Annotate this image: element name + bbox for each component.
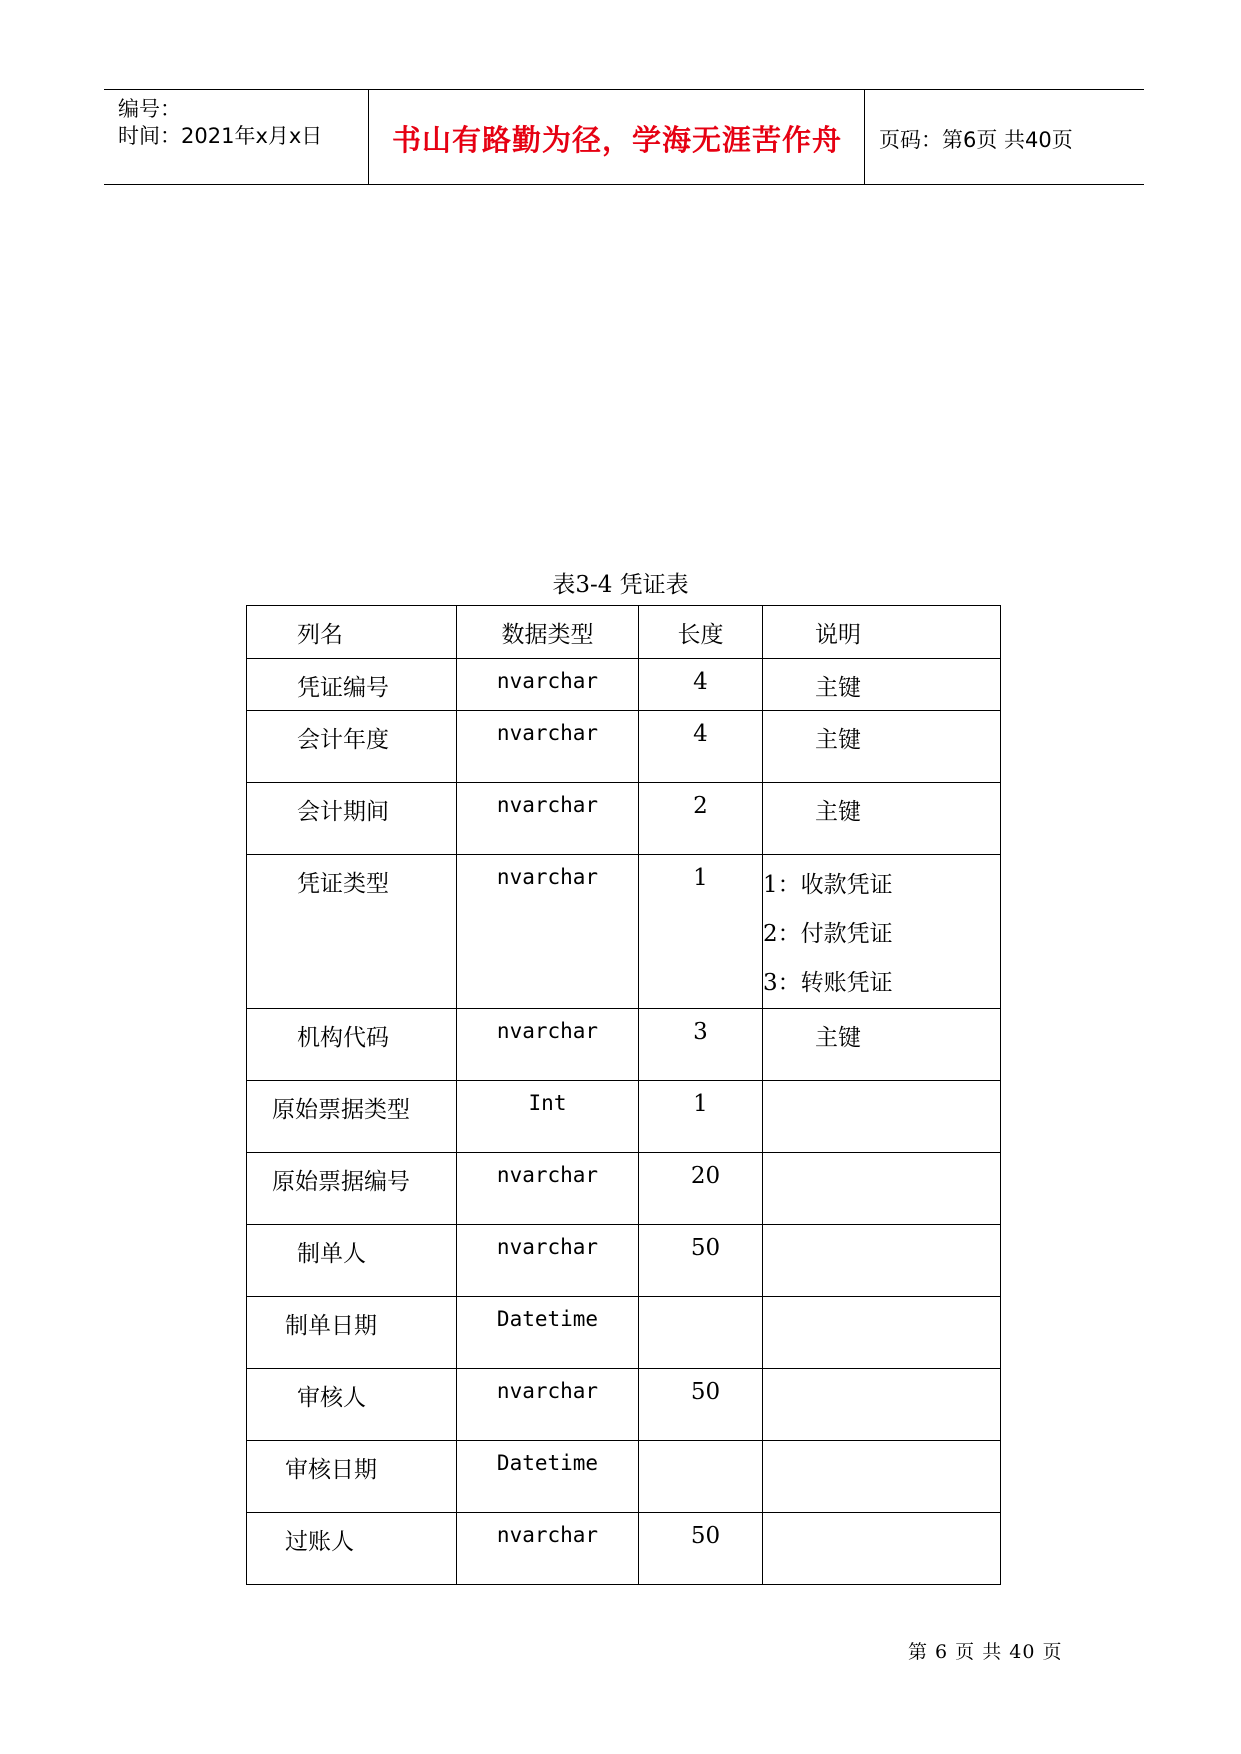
data-type-cell: nvarchar <box>457 659 639 711</box>
data-type-cell: nvarchar <box>457 783 639 855</box>
column-name-cell: 制单日期 <box>247 1297 457 1369</box>
data-type-cell: Datetime <box>457 1297 639 1369</box>
data-type-cell: nvarchar <box>457 1369 639 1441</box>
table-row <box>247 659 1001 711</box>
description-option: 2：付款凭证 <box>763 921 893 947</box>
column-name-cell: 原始票据类型 <box>247 1081 457 1153</box>
column-name-cell: 机构代码 <box>247 1009 457 1081</box>
table-row <box>247 711 1001 783</box>
description-option: 1：收款凭证 <box>763 872 893 898</box>
description-cell: 主键 <box>763 659 1001 711</box>
header-cell: 数据类型 <box>457 606 639 659</box>
table-row <box>247 1153 1001 1225</box>
header-meta <box>104 90 369 184</box>
data-type-cell: nvarchar <box>457 1153 639 1225</box>
header-motto-cell <box>370 90 865 184</box>
column-name-cell: 审核人 <box>247 1369 457 1441</box>
table-row <box>247 1297 1001 1369</box>
column-name-cell: 凭证编号 <box>247 659 457 711</box>
length-cell: 4 <box>639 659 763 711</box>
length-cell: 1 <box>639 1081 763 1153</box>
header-cell: 长度 <box>639 606 763 659</box>
voucher-table <box>246 605 1001 1585</box>
page-info: 页码：第6页 共40页 <box>879 128 1073 152</box>
page-footer: 第 6 页 共 40 页 <box>908 1641 1063 1663</box>
length-cell: 50 <box>639 1513 763 1585</box>
table-row <box>247 1225 1001 1297</box>
table-row <box>247 1369 1001 1441</box>
description-cell <box>763 1225 1001 1297</box>
description-cell: 主键 <box>763 1009 1001 1081</box>
length-cell: 4 <box>639 711 763 783</box>
table-row <box>247 1081 1001 1153</box>
table-row <box>247 1513 1001 1585</box>
header-page-cell <box>866 90 1144 184</box>
length-cell: 2 <box>639 783 763 855</box>
column-name-cell: 原始票据编号 <box>247 1153 457 1225</box>
table-row <box>247 783 1001 855</box>
description-option: 3：转账凭证 <box>763 970 893 996</box>
header-cell: 说明 <box>763 606 1001 659</box>
serial-label: 编号： <box>118 97 181 121</box>
motto: 书山有路勤为径，学海无涯苦作舟 <box>391 123 842 157</box>
description-cell <box>763 1369 1001 1441</box>
data-type-cell: nvarchar <box>457 1009 639 1081</box>
description-cell <box>763 1081 1001 1153</box>
data-type-cell: nvarchar <box>457 711 639 783</box>
description-cell <box>763 1513 1001 1585</box>
header-cell: 列名 <box>247 606 457 659</box>
data-type-cell: nvarchar <box>457 1513 639 1585</box>
description-cell: 主键 <box>763 711 1001 783</box>
length-cell <box>639 1297 763 1369</box>
description-cell <box>763 855 1001 1009</box>
date-line: 时间：2021年x月x日 <box>118 124 323 148</box>
description-cell: 主键 <box>763 783 1001 855</box>
description-cell <box>763 1441 1001 1513</box>
description-cell <box>763 1153 1001 1225</box>
table-row <box>247 1441 1001 1513</box>
table-row <box>247 855 1001 1009</box>
length-cell: 50 <box>639 1225 763 1297</box>
length-cell <box>639 1441 763 1513</box>
column-name-cell: 会计期间 <box>247 783 457 855</box>
table-row <box>247 1009 1001 1081</box>
length-cell: 3 <box>639 1009 763 1081</box>
length-cell: 1 <box>639 855 763 1009</box>
table-caption: 表3-4 凭证表 <box>552 572 689 598</box>
length-cell: 20 <box>639 1153 763 1225</box>
data-type-cell: nvarchar <box>457 855 639 1009</box>
page-header <box>104 89 1144 185</box>
length-cell: 50 <box>639 1369 763 1441</box>
column-name-cell: 过账人 <box>247 1513 457 1585</box>
column-name-cell: 审核日期 <box>247 1441 457 1513</box>
data-type-cell: Int <box>457 1081 639 1153</box>
description-cell <box>763 1297 1001 1369</box>
data-type-cell: Datetime <box>457 1441 639 1513</box>
table-header-row <box>247 606 1001 659</box>
column-name-cell: 凭证类型 <box>247 855 457 1009</box>
data-type-cell: nvarchar <box>457 1225 639 1297</box>
column-name-cell: 会计年度 <box>247 711 457 783</box>
column-name-cell: 制单人 <box>247 1225 457 1297</box>
